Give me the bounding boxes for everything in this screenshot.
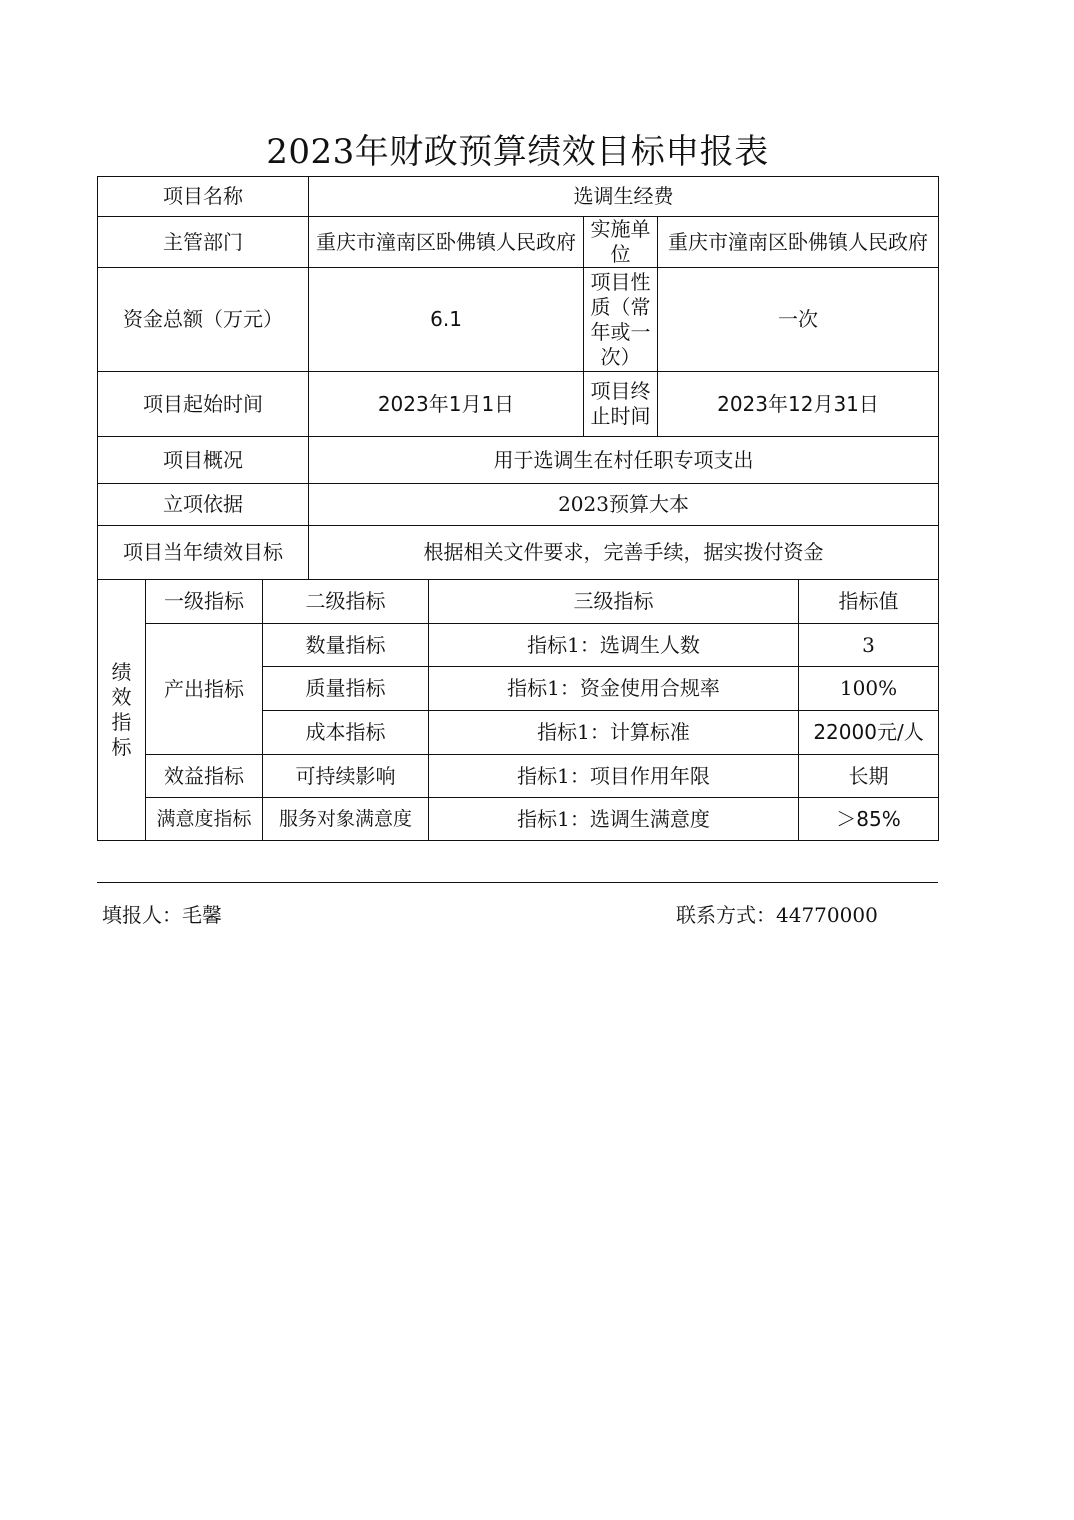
indicator-section-text: 绩效指标 (111, 660, 132, 759)
row-department (98, 217, 939, 268)
basis-label: 立项依据 (98, 484, 309, 526)
header-value: 指标值 (799, 580, 939, 624)
level3-quantity: 指标1：选调生人数 (429, 624, 799, 667)
row-basis (98, 484, 939, 526)
indicator-section-label (98, 580, 146, 841)
impl-value: 重庆市潼南区卧佛镇人民政府 (658, 217, 939, 268)
overview-label: 项目概况 (98, 437, 309, 484)
goal-label: 项目当年绩效目标 (98, 526, 309, 580)
nature-label: 项目性质（常年或一次） (584, 268, 658, 372)
contact-info: 联系方式：44770000 (676, 903, 878, 927)
indicator-row (98, 798, 939, 841)
end-label: 项目终止时间 (584, 372, 658, 437)
level3-quality: 指标1：资金使用合规率 (429, 667, 799, 711)
filler-name: 填报人：毛馨 (102, 903, 222, 927)
row-overview (98, 437, 939, 484)
row-fund (98, 268, 939, 372)
overview-value: 用于选调生在村任职专项支出 (309, 437, 939, 484)
project-name-value: 选调生经费 (309, 177, 939, 217)
nature-value: 一次 (658, 268, 939, 372)
row-project-name (98, 177, 939, 217)
row-goal (98, 526, 939, 580)
level3-cost: 指标1：计算标准 (429, 711, 799, 755)
start-label: 项目起始时间 (98, 372, 309, 437)
dept-value: 重庆市潼南区卧佛镇人民政府 (309, 217, 584, 268)
level2-quantity: 数量指标 (263, 624, 429, 667)
fund-label: 资金总额（万元） (98, 268, 309, 372)
fund-value: 6.1 (309, 268, 584, 372)
dept-label: 主管部门 (98, 217, 309, 268)
value-quality: 100% (799, 667, 939, 711)
indicator-row (98, 624, 939, 667)
end-value: 2023年12月31日 (658, 372, 939, 437)
level2-cost: 成本指标 (263, 711, 429, 755)
project-name-label: 项目名称 (98, 177, 309, 217)
value-satisfaction: ＞85% (799, 798, 939, 841)
output-indicator-label: 产出指标 (146, 624, 263, 755)
indicator-row (98, 755, 939, 798)
start-value: 2023年1月1日 (309, 372, 584, 437)
benefit-indicator-label: 效益指标 (146, 755, 263, 798)
impl-label: 实施单位 (584, 217, 658, 268)
header-level2: 二级指标 (263, 580, 429, 624)
level2-quality: 质量指标 (263, 667, 429, 711)
row-period (98, 372, 939, 437)
level3-benefit: 指标1：项目作用年限 (429, 755, 799, 798)
performance-target-form (97, 176, 939, 841)
value-quantity: 3 (799, 624, 939, 667)
basis-value: 2023预算大本 (309, 484, 939, 526)
goal-value: 根据相关文件要求，完善手续，据实拨付资金 (309, 526, 939, 580)
value-cost: 22000元/人 (799, 711, 939, 755)
value-benefit: 长期 (799, 755, 939, 798)
indicator-header-row (98, 580, 939, 624)
footer-divider (97, 882, 938, 883)
level2-satisfaction: 服务对象满意度 (263, 798, 429, 841)
header-level3: 三级指标 (429, 580, 799, 624)
level2-benefit: 可持续影响 (263, 755, 429, 798)
header-level1: 一级指标 (146, 580, 263, 624)
page-title: 2023年财政预算绩效目标申报表 (266, 132, 769, 172)
level3-satisfaction: 指标1：选调生满意度 (429, 798, 799, 841)
satisfaction-indicator-label: 满意度指标 (146, 798, 263, 841)
